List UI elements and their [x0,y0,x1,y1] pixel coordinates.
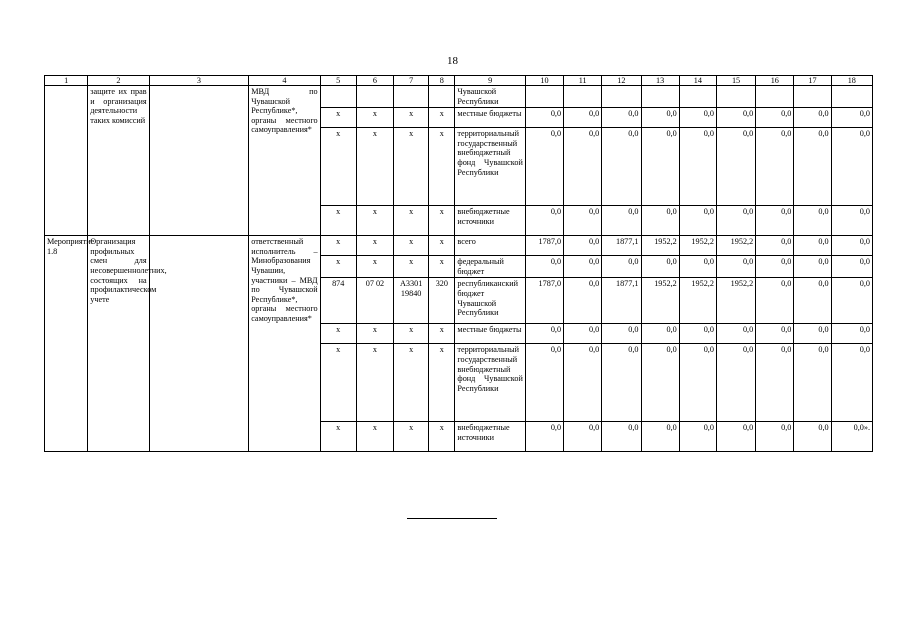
rz-pr-code-cell [356,86,393,108]
value-cell: 0,0 [756,236,794,256]
value-cell: 0,0 [564,128,602,206]
value-cell: 1952,2 [641,278,679,324]
column-number-14: 14 [679,76,716,86]
value-cell: 0,0 [794,344,831,422]
funding-source-cell: территориальный государственный внебюджетный фонд Чувашской Республики [455,128,525,206]
value-cell: 0,0 [602,206,641,236]
column-number-8: 8 [429,76,455,86]
value-cell: 0,0 [525,108,563,128]
column-number-7: 7 [394,76,429,86]
funding-source-cell: федеральный бюджет [455,256,525,278]
value-cell: 0,0 [641,344,679,422]
value-cell: 0,0 [641,324,679,344]
value-cell: 0,0 [564,108,602,128]
measure-number-cell: Мероприятие 1.8 [45,236,88,452]
value-cell [679,86,716,108]
rz-pr-code-cell: x [356,422,393,452]
grbs-code-cell: x [320,236,356,256]
column-number-16: 16 [756,76,794,86]
vr-code-cell: x [429,324,455,344]
value-cell: 0,0 [831,128,872,206]
value-cell: 0,0 [525,206,563,236]
rz-pr-code-cell: x [356,236,393,256]
value-cell: 0,0 [794,206,831,236]
csr-code-cell: А3301 19840 [394,278,429,324]
grbs-code-cell: x [320,324,356,344]
value-cell: 0,0 [716,108,755,128]
csr-code-cell: x [394,422,429,452]
rz-pr-code-cell: x [356,108,393,128]
value-cell: 0,0 [794,108,831,128]
value-cell: 0,0 [602,344,641,422]
value-cell: 0,0 [602,128,641,206]
value-cell: 1952,2 [641,236,679,256]
value-cell: 1787,0 [525,278,563,324]
value-cell: 1787,0 [525,236,563,256]
value-cell [564,86,602,108]
column-number-4: 4 [249,76,320,86]
value-cell [831,86,872,108]
funding-source-cell: внебюджетные источники [455,206,525,236]
value-cell: 0,0 [679,324,716,344]
value-cell: 1952,2 [716,278,755,324]
column-number-1: 1 [45,76,88,86]
csr-code-cell: x [394,206,429,236]
measure-name-cell: Организация профильных смен для несовершеннолетних, состоящих на профилактическом учете [88,236,149,452]
funding-source-cell: местные бюджеты [455,324,525,344]
value-cell: 0,0 [716,422,755,452]
rz-pr-code-cell: x [356,324,393,344]
column-number-15: 15 [716,76,755,86]
value-cell: 0,0 [641,128,679,206]
value-cell: 0,0 [716,206,755,236]
value-cell: 0,0 [831,344,872,422]
value-cell: 0,0 [679,108,716,128]
value-cell: 0,0 [525,324,563,344]
value-cell: 0,0 [602,108,641,128]
value-cell: 0,0 [716,324,755,344]
value-cell: 0,0 [794,278,831,324]
value-cell: 0,0 [716,256,755,278]
value-cell: 0,0 [525,128,563,206]
value-cell: 0,0 [756,422,794,452]
value-cell: 0,0 [679,206,716,236]
vr-code-cell: x [429,128,455,206]
executors-cell: МВД по Чувашской Республике*, органы местного самоуправления* [249,86,320,236]
value-cell: 1952,2 [716,236,755,256]
value-cell: 0,0 [679,256,716,278]
value-cell: 0,0 [756,128,794,206]
value-cell: 0,0 [679,128,716,206]
value-cell: 0,0 [525,256,563,278]
measure-number-cell [45,86,88,236]
funding-source-cell: местные бюджеты [455,108,525,128]
value-cell: 0,0 [525,344,563,422]
header-row [45,76,873,86]
vr-code-cell: x [429,422,455,452]
value-cell: 0,0 [794,236,831,256]
grbs-code-cell: x [320,422,356,452]
rz-pr-code-cell: x [356,344,393,422]
grbs-code-cell: 874 [320,278,356,324]
vr-code-cell: x [429,206,455,236]
value-cell [602,86,641,108]
column-number-18: 18 [831,76,872,86]
value-cell: 0,0 [794,256,831,278]
value-cell: 0,0 [756,256,794,278]
rz-pr-code-cell: x [356,128,393,206]
column-number-3: 3 [149,76,249,86]
grbs-code-cell: x [320,344,356,422]
vr-code-cell: x [429,344,455,422]
footnote-separator [407,518,497,519]
vr-code-cell: x [429,108,455,128]
value-cell: 1952,2 [679,278,716,324]
rz-pr-code-cell: 07 02 [356,278,393,324]
rz-pr-code-cell: x [356,256,393,278]
value-cell: 0,0 [831,324,872,344]
grbs-code-cell: x [320,256,356,278]
value-cell: 0,0 [525,422,563,452]
column-number-13: 13 [641,76,679,86]
column-number-6: 6 [356,76,393,86]
value-cell: 0,0 [756,324,794,344]
value-cell: 0,0 [756,108,794,128]
csr-code-cell: x [394,108,429,128]
value-cell: 0,0 [756,278,794,324]
column-number-2: 2 [88,76,149,86]
value-cell: 0,0 [602,324,641,344]
value-cell: 0,0 [831,278,872,324]
value-cell: 1877,1 [602,236,641,256]
value-cell: 0,0 [756,206,794,236]
column-number-17: 17 [794,76,831,86]
csr-code-cell: x [394,344,429,422]
measure-name-cell: защите их прав и организация деятельности таких комиссий [88,86,149,236]
value-cell: 0,0 [641,422,679,452]
value-cell [756,86,794,108]
value-cell [641,86,679,108]
value-cell: 0,0 [756,344,794,422]
grbs-code-cell: x [320,108,356,128]
value-cell: 0,0 [831,206,872,236]
value-cell: 1952,2 [679,236,716,256]
value-cell: 0,0 [602,422,641,452]
value-cell: 0,0 [564,206,602,236]
column-number-10: 10 [525,76,563,86]
column-number-5: 5 [320,76,356,86]
value-cell: 0,0 [564,422,602,452]
value-cell: 0,0 [679,422,716,452]
value-cell: 0,0 [794,128,831,206]
table-row [45,236,873,256]
funding-source-cell: территориальный государственный внебюджетный фонд Чувашской Республики [455,344,525,422]
csr-code-cell: x [394,324,429,344]
vr-code-cell: x [429,236,455,256]
value-cell [525,86,563,108]
value-cell: 0,0». [831,422,872,452]
value-cell: 0,0 [794,422,831,452]
funding-source-cell: республиканский бюджет Чувашской Республики [455,278,525,324]
page-number: 18 [447,55,458,67]
value-cell: 0,0 [564,324,602,344]
funding-source-cell: внебюджетные источники [455,422,525,452]
value-cell: 0,0 [716,128,755,206]
value-cell: 0,0 [564,344,602,422]
value-cell: 0,0 [564,256,602,278]
value-cell: 0,0 [831,108,872,128]
value-cell: 0,0 [564,278,602,324]
csr-code-cell: x [394,236,429,256]
grbs-code-cell: x [320,128,356,206]
column-number-12: 12 [602,76,641,86]
value-cell: 0,0 [564,236,602,256]
grbs-code-cell: x [320,206,356,236]
csr-code-cell: x [394,256,429,278]
funding-source-cell: всего [455,236,525,256]
csr-code-cell [394,86,429,108]
csr-code-cell: x [394,128,429,206]
vr-code-cell: x [429,256,455,278]
value-cell: 0,0 [716,344,755,422]
value-cell: 1877,1 [602,278,641,324]
value-cell: 0,0 [641,256,679,278]
budget-table [44,75,873,452]
vr-code-cell: 320 [429,278,455,324]
funding-source-cell: Чувашской Республики [455,86,525,108]
column-number-11: 11 [564,76,602,86]
table-row [45,86,873,108]
value-cell: 0,0 [831,236,872,256]
value-cell: 0,0 [831,256,872,278]
value-cell [794,86,831,108]
value-cell: 0,0 [679,344,716,422]
value-cell: 0,0 [641,108,679,128]
value-cell: 0,0 [602,256,641,278]
executors-cell: ответственный исполнитель – Минобразования Чувашии, участники – МВД по Чувашской Республике*, органы местного самоуправления* [249,236,320,452]
value-cell: 0,0 [794,324,831,344]
value-cell: 0,0 [641,206,679,236]
vr-code-cell [429,86,455,108]
grbs-code-cell [320,86,356,108]
column-number-9: 9 [455,76,525,86]
value-cell [716,86,755,108]
rz-pr-code-cell: x [356,206,393,236]
column-3-cell [149,86,249,236]
